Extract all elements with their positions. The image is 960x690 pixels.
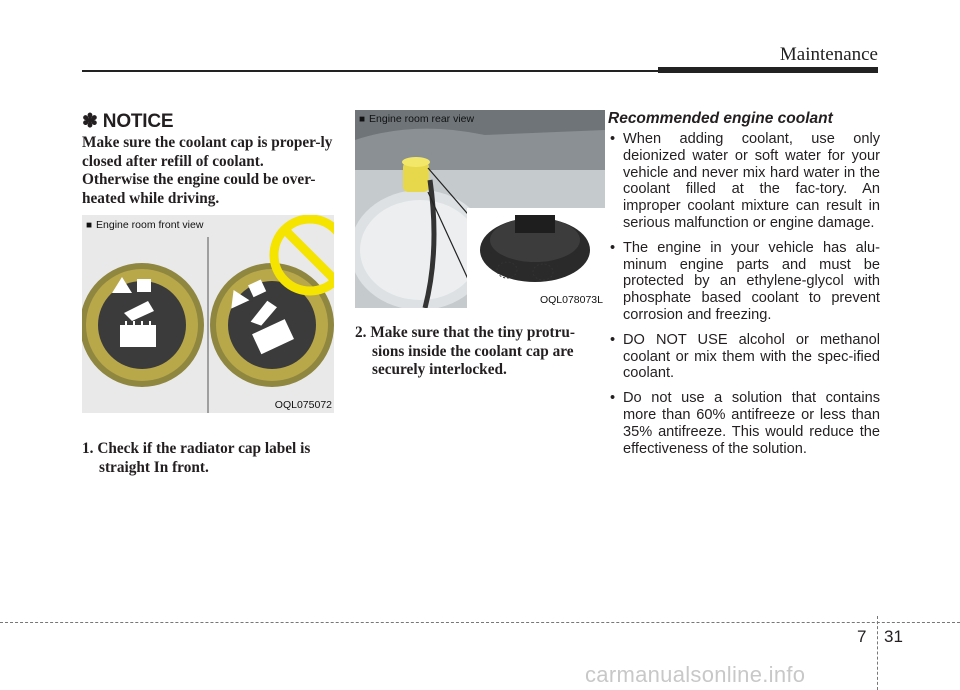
step-2-text-line2: sions inside the coolant cap are — [372, 342, 574, 360]
step-1 — [82, 440, 342, 477]
page-header-title: Maintenance — [779, 44, 878, 65]
figure-rear-code: OQL078073L — [539, 294, 603, 306]
engine-room-illustration — [355, 110, 605, 308]
radiator-caps-illustration — [82, 215, 334, 413]
watermark: carmanualsonline.info — [585, 662, 806, 687]
step-2-number: 2. — [355, 324, 367, 341]
list-item: • DO NOT USE alcohol or methanol coolant or mix them with the spec-ified coolant. — [610, 331, 880, 382]
step-1-text-line1: Check if the radiator cap label is — [97, 440, 311, 457]
footer-divider — [877, 616, 878, 690]
step-2 — [355, 324, 610, 380]
notice-body: Make sure the coolant cap is proper-ly closed after refill of coolant. Otherwise the engine could be over-heated while driving. — [82, 134, 333, 207]
chapter-number: 7 — [857, 627, 867, 646]
list-item: • When adding coolant, use only deionized water or soft water for your vehicle and never mix hard water in the coolant filled at the fac-tory. An improper coolant mixture can result in serious malfunction or engine damage. — [610, 131, 880, 231]
footer-rule — [0, 622, 960, 623]
step-1-text-line2: straight In front. — [99, 458, 209, 476]
figure-front-view — [82, 215, 334, 413]
figure-rear-view — [355, 110, 605, 308]
step-2-text-line3: securely interlocked. — [372, 361, 507, 378]
header-rule-accent — [658, 67, 878, 73]
step-2-text-line1: Make sure that the tiny protru- — [370, 324, 575, 341]
coolant-heading: Recommended engine coolant — [608, 110, 833, 127]
coolant-list — [608, 131, 880, 465]
figure-front-label: ■ Engine room front view — [86, 219, 204, 231]
step-1-number: 1. — [82, 440, 94, 457]
square-bullet-icon: ■ — [86, 220, 93, 231]
list-item: • The engine in your vehicle has alu-minum engine parts and must be protected by an ethylene-glycol with phosphate based coolant to prevent corrosion and freezing. — [610, 239, 880, 323]
square-bullet-icon: ■ — [359, 114, 366, 125]
figure-front-code: OQL075072 — [274, 399, 332, 411]
list-item: • Do not use a solution that contains more than 60% antifreeze or less than 35% antifreeze. This would reduce the effectiveness of the solution. — [610, 390, 880, 457]
notice-title: ✽ NOTICE — [82, 111, 174, 132]
figure-rear-label: ■ Engine room rear view — [359, 113, 475, 125]
page-number: 31 — [884, 627, 903, 646]
